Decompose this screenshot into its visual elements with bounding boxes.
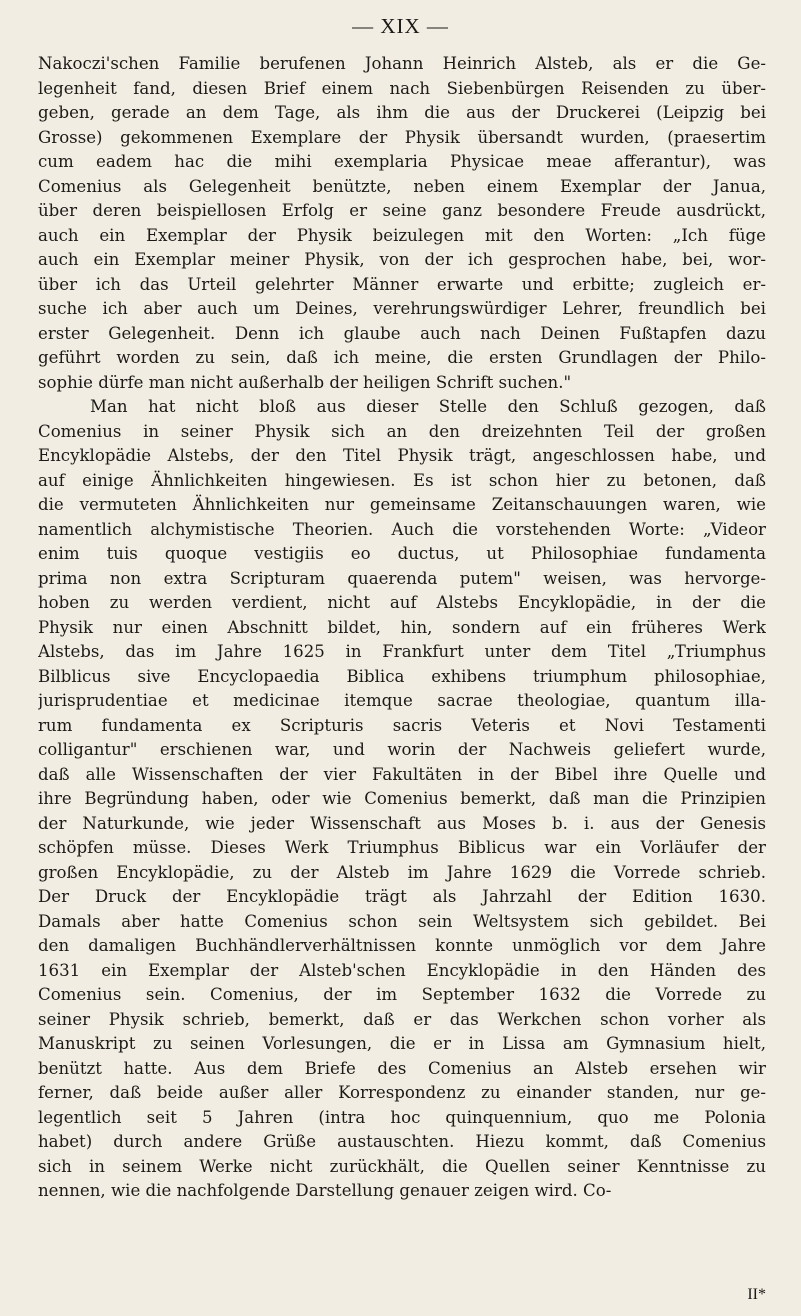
paragraph — [38, 52, 766, 395]
page-body — [38, 52, 766, 1204]
text-line: Encyklopädie Alstebs, der den Titel Physik trägt, angeschlossen habe, und — [38, 446, 766, 465]
text-line: großen Encyklopädie, zu der Alsteb im Jahre 1629 die Vorrede schrieb. — [38, 862, 766, 882]
text-line: ferner, daß beide außer aller Korrespondenz zu einander standen, nur ge- — [38, 1083, 766, 1102]
page-header — [0, 14, 801, 44]
text-line: daß alle Wissenschaften der vier Fakultäten in der Bibel ihre Quelle und — [38, 764, 766, 784]
text-line: Comenius als Gelegenheit benützte, neben einem Exemplar der Janua, — [38, 176, 766, 196]
text-line: enim tuis quoque vestigiis eo ductus, ut Philosophiae fundamenta — [38, 544, 766, 563]
text-line: Physik nur einen Abschnitt bildet, hin, sondern auf ein früheres Werk — [38, 617, 766, 637]
text-line: suche ich aber auch um Deines, verehrungswürdiger Lehrer, freundlich bei — [38, 299, 766, 318]
text-line: die vermuteten Ähnlichkeiten nur gemeinsame Zeitanschauungen waren, wie — [38, 495, 766, 514]
paragraph — [38, 395, 766, 1204]
text-line: legentlich seit 5 Jahren (intra hoc quinquennium, quo me Polonia — [38, 1107, 766, 1127]
text-line: über deren beispiellosen Erfolg er seine ganz besondere Freude ausdrückt, — [38, 201, 766, 220]
text-line: Alstebs, das im Jahre 1625 in Frankfurt unter dem Titel „Triumphus — [38, 642, 766, 661]
text-line: auf einige Ähnlichkeiten hingewiesen. Es ist schon hier zu betonen, daß — [38, 470, 766, 490]
text-line: Comenius in seiner Physik sich an den dreizehnten Teil der großen — [38, 421, 766, 441]
text-line: Bilblicus sive Encyclopaedia Biblica exhibens triumphum philosophiae, — [38, 666, 766, 686]
text-line: schöpfen müsse. Dieses Werk Triumphus Biblicus war ein Vorläufer der — [38, 838, 766, 857]
text-line: Nakoczi'schen Familie berufenen Johann Heinrich Alsteb, als er die Ge- — [38, 54, 766, 73]
text-line: sophie dürfe man nicht außerhalb der heiligen Schrift suchen." — [38, 372, 572, 392]
text-line: Manuskript zu seinen Vorlesungen, die er in Lissa am Gymnasium hielt, — [38, 1034, 766, 1053]
text-line: namentlich alchymistische Theorien. Auch die vorstehenden Worte: „Videor — [38, 519, 766, 539]
text-line: über ich das Urteil gelehrter Männer erwarte und erbitte; zugleich er- — [38, 274, 766, 294]
text-line: cum eadem hac die mihi exemplaria Physicae meae afferantur), was — [38, 152, 766, 171]
text-line: habet) durch andere Grüße austauschten. Hiezu kommt, daß Comenius — [38, 1132, 766, 1151]
text-line: auch ein Exemplar der Physik beizulegen mit den Worten: „Ich füge — [38, 225, 766, 245]
text-line: Damals aber hatte Comenius schon sein Weltsystem sich gebildet. Bei — [38, 911, 766, 931]
text-line: legenheit fand, diesen Brief einem nach Siebenbürgen Reisenden zu über- — [38, 78, 766, 98]
text-line: nennen, wie die nachfolgende Darstellung genauer zeigen wird. Co- — [38, 1181, 612, 1200]
text-line: benützt hatte. Aus dem Briefe des Comenius an Alsteb ersehen wir — [38, 1058, 766, 1078]
text-line: rum fundamenta ex Scripturis sacris Veteris et Novi Testamenti — [38, 715, 766, 735]
text-line: 1631 ein Exemplar der Alsteb'schen Encyklopädie in den Händen des — [38, 960, 766, 980]
text-line: hoben zu werden verdient, nicht auf Alstebs Encyklopädie, in der die — [38, 593, 766, 612]
text-line: seiner Physik schrieb, bemerkt, daß er das Werkchen schon vorher als — [38, 1009, 766, 1029]
text-line: der Naturkunde, wie jeder Wissenschaft aus Moses b. i. aus der Genesis — [38, 813, 766, 833]
signature-mark: II* — [747, 1286, 766, 1303]
text-line: erster Gelegenheit. Denn ich glaube auch nach Deinen Fußtapfen dazu — [38, 323, 766, 343]
text-line: geben, gerade an dem Tage, als ihm die aus der Druckerei (Leipzig bei — [38, 103, 766, 122]
text-line: den damaligen Buchhändlerverhältnissen konnte unmöglich vor dem Jahre — [38, 936, 766, 955]
text-line: Comenius sein. Comenius, der im September 1632 die Vorrede zu — [38, 985, 766, 1004]
text-line: Grosse) gekommenen Exemplare der Physik übersandt wurden, (praesertim — [38, 127, 766, 147]
text-line: ihre Begründung haben, oder wie Comenius bemerkt, daß man die Prinzipien — [38, 789, 766, 808]
text-line: colligantur" erschienen war, und worin der Nachweis geliefert wurde, — [38, 740, 766, 759]
text-line: prima non extra Scripturam quaerenda putem" weisen, was hervorge- — [38, 568, 766, 588]
text-line: auch ein Exemplar meiner Physik, von der ich gesprochen habe, bei, wor- — [38, 250, 766, 269]
text-line: sich in seinem Werke nicht zurückhält, die Quellen seiner Kenntnisse zu — [38, 1156, 766, 1176]
text-line: Der Druck der Encyklopädie trägt als Jahrzahl der Edition 1630. — [38, 887, 766, 906]
text-line: Man hat nicht bloß aus dieser Stelle den Schluß gezogen, daß — [90, 397, 766, 416]
text-line: geführt worden zu sein, daß ich meine, die ersten Grundlagen der Philo- — [38, 348, 766, 367]
page-number: — XIX — — [352, 14, 449, 38]
text-line: jurisprudentiae et medicinae itemque sacrae theologiae, quantum illa- — [38, 691, 766, 710]
